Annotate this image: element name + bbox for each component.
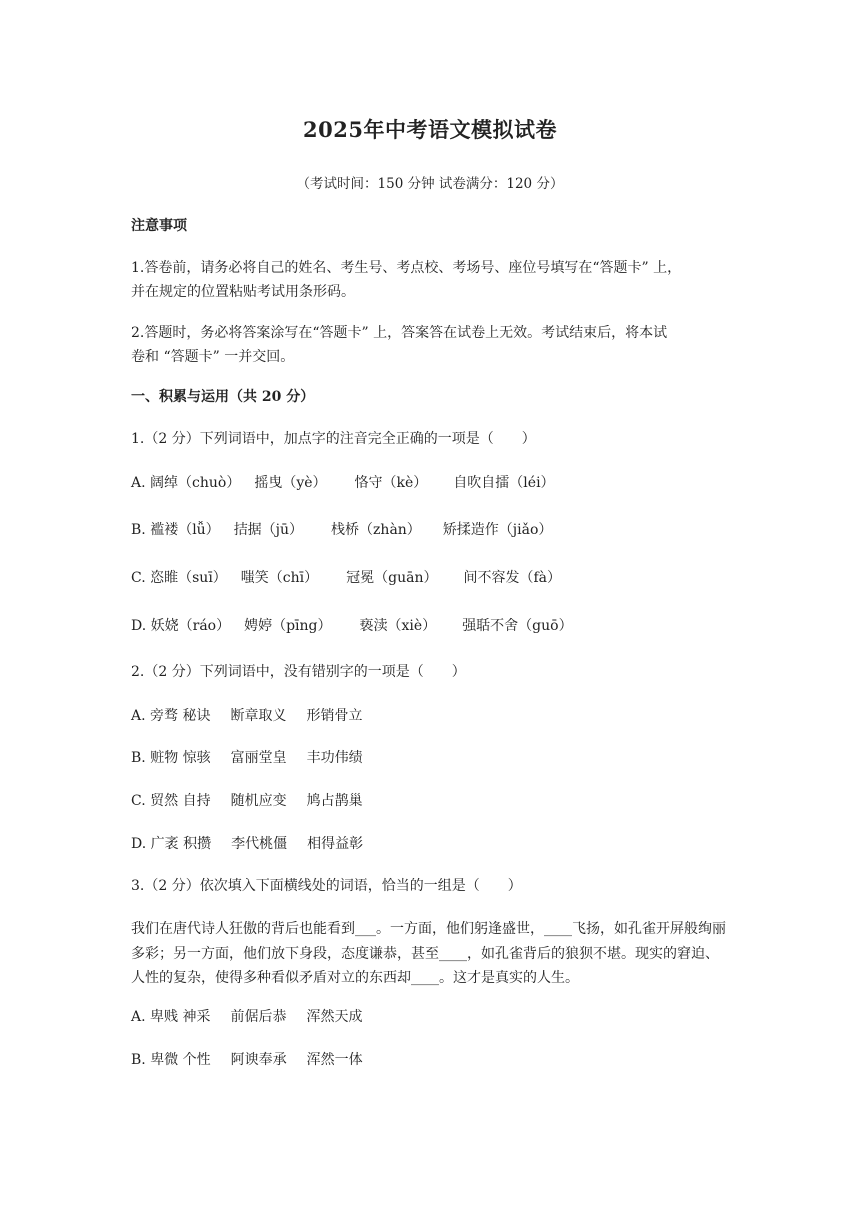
q1-option-a: A. 阔绰（chuò） 摇曳（yè） 恪守（kè） 自吹自擂（léi） [131, 475, 555, 491]
q2-option-d: D. 广袤 积攒 李代桃僵 相得益彰 [131, 836, 364, 852]
notice-heading: 注意事项 [131, 218, 187, 234]
q3-option-a: A. 卑贱 神采 前倨后恭 浑然天成 [131, 1009, 363, 1025]
q1-option-c: C. 恣睢（suī） 嗤笑（chī） 冠冕（guān） 间不容发（fà） [131, 570, 562, 586]
q2-option-b: B. 赃物 惊骇 富丽堂皇 丰功伟绩 [131, 750, 363, 766]
q3-stem: 3.（2 分）依次填入下面横线处的词语，恰当的一组是（ ） [131, 878, 522, 894]
q2-stem: 2.（2 分）下列词语中，没有错别字的一项是（ ） [131, 664, 466, 680]
q1-stem: 1.（2 分）下列词语中，加点字的注音完全正确的一项是（ ） [131, 431, 536, 447]
q2-option-c: C. 贸然 自持 随机应变 鸠占鹊巢 [131, 793, 363, 809]
notice-item-1-line-2: 并在规定的位置粘贴考试用条形码。 [131, 284, 355, 300]
q3-option-b: B. 卑微 个性 阿谀奉承 浑然一体 [131, 1052, 363, 1068]
section-1-heading: 一、积累与运用（共 20 分） [131, 389, 315, 405]
q2-option-a: A. 旁骛 秘诀 断章取义 形销骨立 [131, 708, 363, 724]
q1-option-d: D. 妖娆（ráo） 娉婷（pīng） 亵渎（xiè） 强聒不舍（guō） [131, 618, 573, 634]
notice-item-2-line-1: 2.答题时，务必将答案涂写在“答题卡” 上，答案答在试卷上无效。考试结束后，将本试 [131, 325, 668, 341]
page-title: 2025年中考语文模拟试卷 [303, 117, 557, 142]
q3-passage: 我们在唐代诗人狂傲的背后也能看到___。一方面，他们躬逢盛世，____飞扬，如孔雀开屏般绚丽多彩；另一方面，他们放下身段，态度谦恭，甚至____，如孔雀背后的狼狈不堪。现实的窘迫、人性的复杂，使得多种看似矛盾对立的东西却____。这才是真实的人生。 [131, 921, 726, 986]
notice-item-1-line-1: 1.答卷前，请务必将自己的姓名、考生号、考点校、考场号、座位号填写在“答题卡” 上， [131, 260, 682, 276]
notice-item-2-line-2: 卷和 “答题卡” 一并交回。 [131, 349, 295, 365]
q1-option-b: B. 褴褛（lǚ） 拮据（jū） 栈桥（zhàn） 矫揉造作（jiǎo） [131, 522, 553, 538]
exam-info: （考试时间：150 分钟 试卷满分：120 分） [296, 176, 564, 192]
